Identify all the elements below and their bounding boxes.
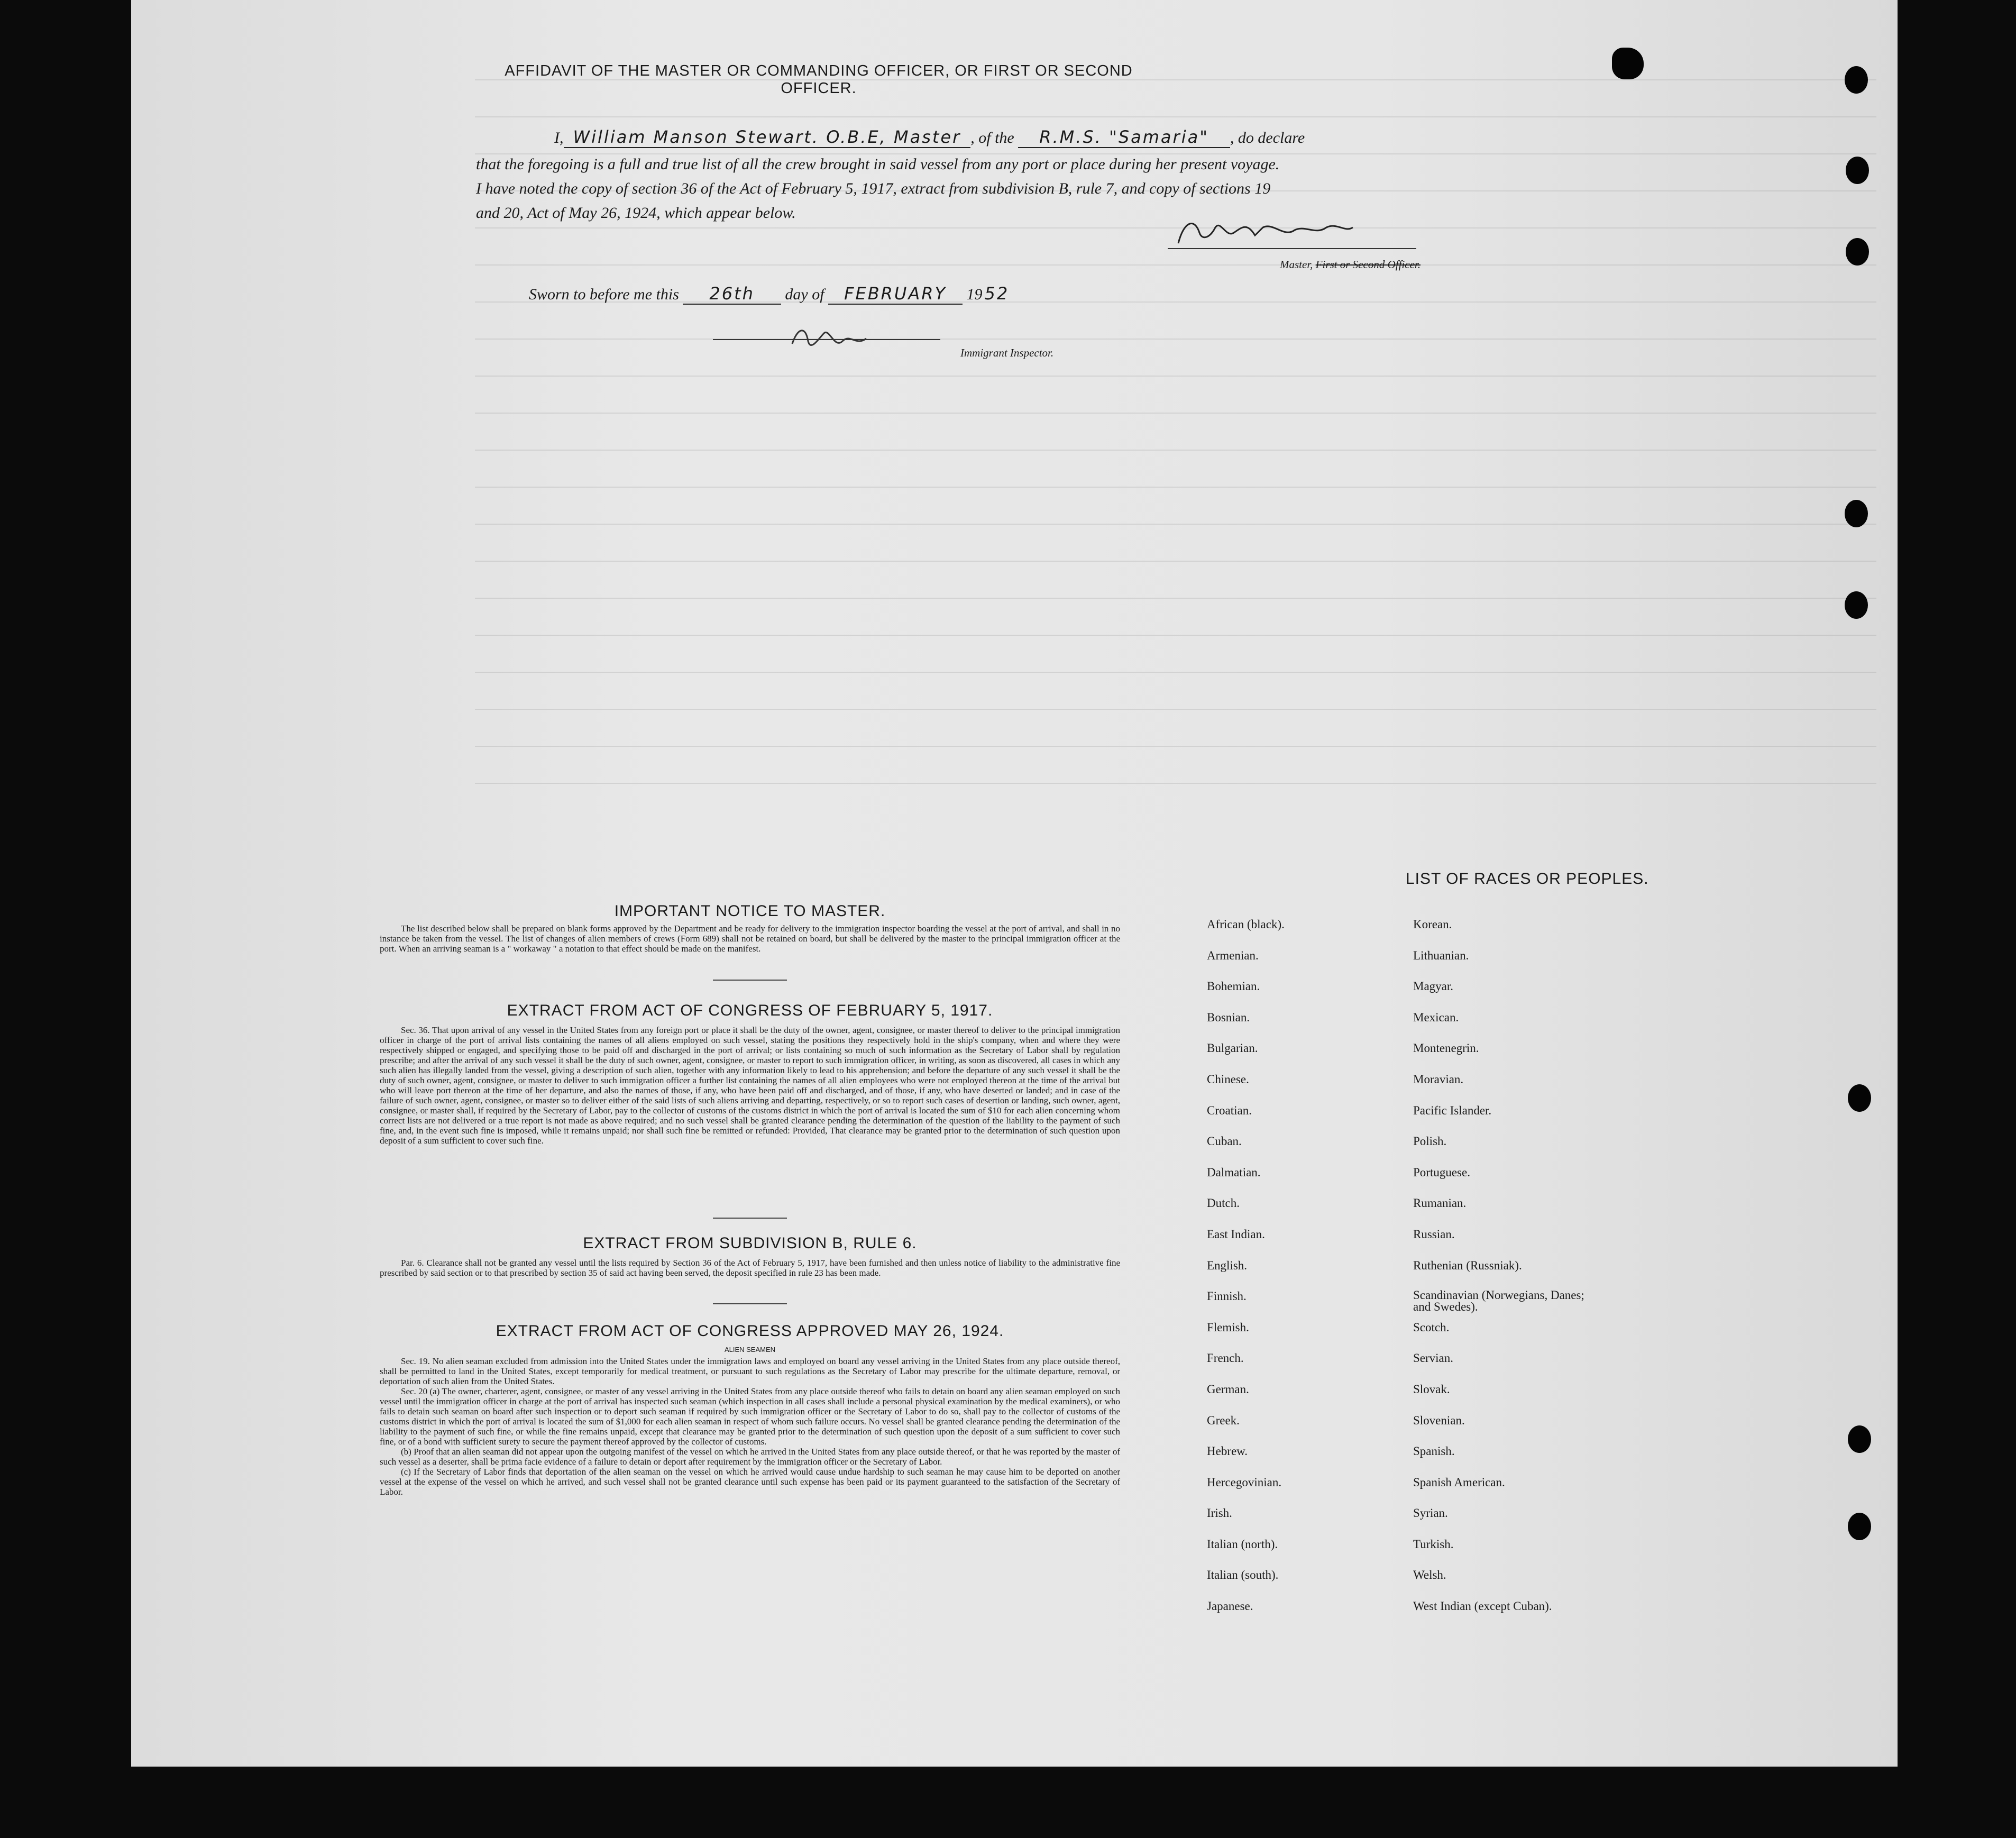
race-item: Slovak. bbox=[1413, 1382, 1450, 1396]
races-title: LIST OF RACES OR PEOPLES. bbox=[1406, 870, 1649, 888]
extract-1924-title: EXTRACT FROM ACT OF CONGRESS APPROVED MAY 26, 1924. bbox=[496, 1322, 1004, 1340]
sworn-month: FEBRUARY bbox=[828, 284, 963, 305]
race-item: French. bbox=[1207, 1351, 1244, 1365]
master-signature bbox=[1162, 212, 1427, 254]
race-item: Irish. bbox=[1207, 1506, 1232, 1520]
sworn-year-prefix: 19 bbox=[966, 286, 983, 303]
sec-20a-paragraph: Sec. 20 (a) The owner, charterer, agent, consignee, or master of any vessel arriving in the United States from any place outside thereof who fails to detain on board any alien seaman employed on such vessel until the immigration officer in charge at the port of arrival has inspected such seaman (which inspection in all cases shall include a personal physical examination by the medical examiners), or who fails to detain such seaman on board after such inspection or to deport such seaman if required by such immigration officer or the Secretary of Labor to do so, shall pay to the collector of customs of the customs district in which the port of arrival is located the sum of $1,000 for each alien seaman in respect of whom such failure occurs. No vessel shall be granted clearance pending the determination of the liability to the payment of such fine, or while the fine remains unpaid, except that clearance may be granted prior to the determination of such question upon the deposit of a sum sufficient to cover such fine, or of a bond with sufficient surety to secure the payment thereof approved by the collector of customs. bbox=[380, 1386, 1120, 1447]
race-item: Bohemian. bbox=[1207, 980, 1260, 993]
race-item: Hebrew. bbox=[1207, 1444, 1248, 1458]
vessel-name: R.M.S. "Samaria" bbox=[1018, 127, 1230, 148]
race-item: Magyar. bbox=[1413, 980, 1454, 993]
affidavit-line-1 bbox=[554, 127, 1305, 148]
races-right-column bbox=[1413, 918, 1593, 1631]
race-item: Lithuanian. bbox=[1413, 948, 1469, 962]
punch-hole bbox=[1612, 48, 1644, 79]
race-item: English. bbox=[1207, 1258, 1248, 1272]
race-item: Finnish. bbox=[1207, 1290, 1247, 1303]
race-item: Dutch. bbox=[1207, 1196, 1240, 1210]
punch-hole bbox=[1848, 1084, 1871, 1112]
race-item: Croatian. bbox=[1207, 1103, 1252, 1117]
affidavit-prefix: I, bbox=[554, 129, 564, 147]
affidavit-title: AFFIDAVIT OF THE MASTER OR COMMANDING OFFICER, OR FIRST OR SECOND OFFICER. bbox=[505, 62, 1133, 97]
extract-1917-text bbox=[380, 1025, 1120, 1146]
race-item: Dalmatian. bbox=[1207, 1165, 1261, 1179]
race-item: Portuguese. bbox=[1413, 1165, 1470, 1179]
punch-hole bbox=[1845, 591, 1868, 619]
inspector-signature bbox=[713, 317, 956, 360]
race-item: Scandinavian (Norwegians, Danes; and Swedes). bbox=[1413, 1288, 1584, 1314]
race-item: Spanish American. bbox=[1413, 1475, 1505, 1489]
struck-officer-label: First or Second Officer. bbox=[1315, 258, 1421, 271]
sec-19-paragraph: Sec. 19. No alien seaman excluded from admission into the United States under the immigration laws and employed on board any vessel arriving in the United States from any place outside thereof, shall be permitted to land in the United States, except temporarily for medical treatment, or pursuant to such regulations as the Secretary of Labor may prescribe for the ultimate departure, removal, or deportation of such alien from the United States. bbox=[380, 1356, 1120, 1386]
divider bbox=[713, 1303, 787, 1304]
affidavit-line-3: I have noted the copy of section 36 of the Act of February 5, 1917, extract from subdivision B, rule 7, and copy of sections 19 bbox=[476, 180, 1271, 197]
race-item: Spanish. bbox=[1413, 1444, 1455, 1458]
sec-20b-paragraph: (b) Proof that an alien seaman did not appear upon the outgoing manifest of the vessel on which he arrived in the United States from any place outside thereof, or that he was reported by the master of such vessel as a deserter, shall be prima facie evidence of a failure to detain or deport after requirement by the immigration officer or the Secretary of Labor. bbox=[380, 1447, 1120, 1467]
race-item: Greek. bbox=[1207, 1413, 1240, 1427]
race-item: Servian. bbox=[1413, 1351, 1454, 1365]
punch-hole bbox=[1848, 1513, 1871, 1540]
notice-paragraph: The list described below shall be prepared on blank forms approved by the Department and be ready for delivery to the immigration inspector boarding the vessel at the port of arrival, and shall in no instance be taken from the vessel. The list of changes of alien members of crews (Form 689) shall not be retained on board, but shall be delivered by the master to the principal immigration officer at the port. When an arriving seaman is a " workaway " a notation to that effect should be made on the manifest. bbox=[380, 923, 1120, 954]
rule6-paragraph: Par. 6. Clearance shall not be granted any vessel until the lists required by Section 36 of the Act of February 5, 1917, have been furnished and then unless notice of liability to the administrative fine prescribed by said section or to that prescribed by section 35 of said act having been served, the deposit specified in rule 23 has been made. bbox=[380, 1258, 1120, 1278]
race-item: Italian (north). bbox=[1207, 1537, 1278, 1551]
races-left-column bbox=[1207, 918, 1285, 1631]
race-item: Slovenian. bbox=[1413, 1413, 1465, 1427]
race-item: German. bbox=[1207, 1382, 1249, 1396]
alien-seamen-subtitle: ALIEN SEAMEN bbox=[724, 1346, 776, 1354]
race-item: Syrian. bbox=[1413, 1506, 1448, 1520]
extract-1917-paragraph: Sec. 36. That upon arrival of any vessel in the United States from any foreign port or place it shall be the duty of the owner, agent, consignee, or master thereof to deliver to the principal immigration officer in charge of the port of arrival lists containing the names of all aliens employed on such vessel, stating the positions they respectively hold in the ship's company, when and where they were respectively shipped or engaged, and specifying those to be paid off and discharged in the port of arrival; or lists containing so much of such information as the Secretary of Labor shall by regulation prescribe; and after the arrival of any such vessel it shall be the duty of such owner, agent, consignee, or master to report to such immigration officer, in writing, as soon as discovered, all cases in which any such alien has illegally landed from the vessel, giving a description of such alien, together with any information likely to lead to his apprehension; and before the departure of any such vessel it shall be the duty of such owner, agent, consignee, or master to deliver to such immigration officer a further list containing the names of all alien employees who were not employed thereon at the time of the arrival but who will leave port thereon at the time of her departure, and also the names of those, if any, who have been paid off and discharged, and of those, if any, who have deserted or landed; and in case of the failure of such owner, agent, consignee, or master so to deliver either of the said lists of such aliens arriving and departing, respectively, or so to report such cases of desertion or landing, such owner, agent, consignee, or master shall, if required by the Secretary of Labor, pay to the collector of customs of the customs district in which the port of arrival is located the sum of $10 for each alien concerning whom correct lists are not delivered or a true report is not made as above required; and no such vessel shall be granted clearance pending the determination of the question of the liability to the payment of such fine, and, in the event such fine is imposed, while it remains unpaid; nor shall such fine be remitted or refunded: Provided, That clearance may be granted prior to the determination of such question upon deposit of a sum sufficient to cover such fine. bbox=[380, 1025, 1120, 1146]
race-item: Moravian. bbox=[1413, 1072, 1464, 1086]
affidavit-declare: , do declare bbox=[1230, 129, 1305, 147]
divider bbox=[713, 980, 787, 981]
punch-hole bbox=[1846, 238, 1869, 266]
race-item: Welsh. bbox=[1413, 1568, 1446, 1582]
affidavit-of: , of the bbox=[970, 129, 1014, 147]
master-title-label bbox=[1280, 258, 1421, 271]
sworn-prefix: Sworn to before me this bbox=[529, 286, 679, 303]
race-item: Turkish. bbox=[1413, 1537, 1454, 1551]
punch-hole bbox=[1848, 1425, 1871, 1453]
race-item: Ruthenian (Russniak). bbox=[1413, 1258, 1522, 1272]
form-sheet bbox=[131, 0, 1898, 1767]
race-item: Bulgarian. bbox=[1207, 1041, 1258, 1055]
race-item: African (black). bbox=[1207, 918, 1285, 931]
sworn-year-suffix: 52 bbox=[984, 284, 1010, 304]
race-item: Rumanian. bbox=[1413, 1196, 1467, 1210]
race-item: Armenian. bbox=[1207, 948, 1259, 962]
sworn-day: 26th bbox=[683, 284, 781, 305]
punch-hole bbox=[1846, 157, 1869, 184]
rule6-title: EXTRACT FROM SUBDIVISION B, RULE 6. bbox=[583, 1235, 917, 1252]
race-item: Flemish. bbox=[1207, 1320, 1249, 1334]
race-item: East Indian. bbox=[1207, 1227, 1265, 1241]
race-item: Cuban. bbox=[1207, 1135, 1242, 1148]
race-item: Chinese. bbox=[1207, 1072, 1249, 1086]
sec-20c-paragraph: (c) If the Secretary of Labor finds that deportation of the alien seaman on the vessel on which he arrived would cause undue hardship to such seaman he may cause him to be deported on another vessel at the expense of the vessel on which he arrived, and such vessel shall not be granted clearance until such expense has been paid or its payment guaranteed to the satisfaction of the Secretary of Labor. bbox=[380, 1467, 1120, 1497]
race-item: Scotch. bbox=[1413, 1320, 1450, 1334]
sworn-line bbox=[529, 284, 1011, 305]
race-item: Hercegovinian. bbox=[1207, 1475, 1282, 1489]
race-item: Russian. bbox=[1413, 1227, 1455, 1241]
divider bbox=[713, 1218, 787, 1219]
sworn-day-of: day of bbox=[785, 286, 824, 303]
notice-text bbox=[380, 923, 1120, 954]
affidavit-line-2: that the foregoing is a full and true list of all the crew brought in said vessel from any port or place during her present voyage. bbox=[476, 156, 1280, 173]
race-item: Bosnian. bbox=[1207, 1010, 1250, 1024]
inspector-label: Immigrant Inspector. bbox=[960, 346, 1054, 359]
race-item: West Indian (except Cuban). bbox=[1413, 1599, 1552, 1613]
race-item: Italian (south). bbox=[1207, 1568, 1279, 1582]
master-label: Master, bbox=[1280, 258, 1313, 271]
extract-1917-title: EXTRACT FROM ACT OF CONGRESS OF FEBRUARY 5, 1917. bbox=[507, 1002, 993, 1019]
rule6-text bbox=[380, 1258, 1120, 1278]
race-item: Mexican. bbox=[1413, 1010, 1459, 1024]
race-item: Japanese. bbox=[1207, 1599, 1253, 1613]
race-item: Pacific Islander. bbox=[1413, 1103, 1492, 1117]
race-item: Korean. bbox=[1413, 918, 1452, 931]
race-item: Montenegrin. bbox=[1413, 1041, 1479, 1055]
notice-title: IMPORTANT NOTICE TO MASTER. bbox=[614, 902, 886, 920]
master-name: William Manson Stewart. O.B.E, Master bbox=[564, 127, 971, 148]
punch-hole bbox=[1845, 66, 1868, 94]
affidavit-line-4: and 20, Act of May 26, 1924, which appear below. bbox=[476, 204, 796, 222]
race-item: Polish. bbox=[1413, 1135, 1447, 1148]
extract-1924-text bbox=[380, 1356, 1120, 1497]
punch-hole bbox=[1845, 500, 1868, 527]
